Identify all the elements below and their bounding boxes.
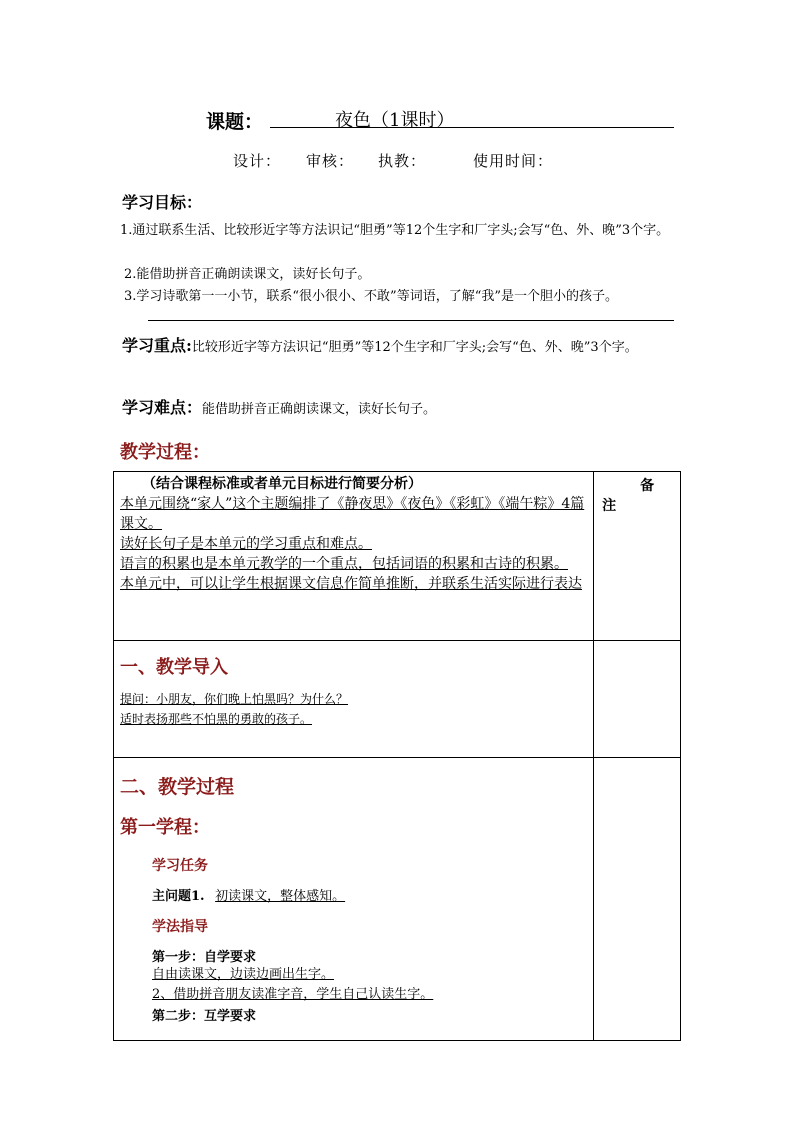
lesson-title: 夜色（1课时） — [335, 110, 455, 131]
intro-line: 适时表扬那些不怕黑的勇敢的孩子。 — [120, 712, 313, 726]
divider — [148, 320, 674, 321]
note-label-1: 备 — [640, 478, 655, 494]
process-heading: 二、教学过程 — [120, 776, 235, 798]
task-label: 学习任务 — [152, 858, 208, 874]
note-label-2: 注 — [602, 498, 617, 514]
main-question-label: 主问题1. — [152, 889, 205, 904]
key-point-text: 比较形近字等方法识记“胆勇”等12个生字和厂字头;会写“色、外、晚”3个字。 — [191, 340, 638, 355]
objective-item: 2.能借助拼音正确朗读课文，读好长句子。 — [124, 267, 371, 282]
analysis-line: 读好长句子是本单元的学习重点和难点。 — [120, 536, 372, 552]
key-point — [122, 332, 682, 362]
process-cell — [114, 758, 594, 1041]
key-point-label: 学习重点: — [122, 336, 192, 355]
difficulty-text: 能借助拼音正确朗读课文，读好长句子。 — [202, 402, 437, 417]
step1-line: 自由读课文，边读边画出生字。 — [152, 967, 335, 982]
intro-cell — [114, 641, 594, 758]
meta-review: 审核： — [306, 152, 355, 170]
title-label: 课题： — [206, 111, 264, 133]
process-subheading: 第一学程： — [120, 817, 210, 838]
intro-heading: 一、教学导入 — [120, 657, 228, 678]
difficulty — [122, 394, 682, 424]
analysis-heading: （结合课程标准或者单元目标进行简要分析） — [142, 476, 422, 492]
table-row — [114, 758, 681, 1041]
process-title: 教学过程： — [120, 442, 210, 463]
table-row — [114, 641, 681, 758]
objective-item: 3.学习诗歌第一一小节，联系“很小很小、不敢”等词语，了解“我”是一个胆小的孩子。 — [124, 289, 618, 304]
note-cell — [594, 758, 681, 1041]
table-row — [114, 472, 681, 641]
analysis-line: 语言的积累也是本单元教学的一个重点，包括词语的积累和古诗的积累。 — [120, 556, 568, 572]
main-question-text: 初读课文，整体感知。 — [215, 889, 346, 904]
title-underline — [270, 127, 674, 128]
objective-item: 1.通过联系生活、比较形近字等方法识记“胆勇”等12个生字和厂字头;会写“色、外、晚”3个字。 — [120, 223, 670, 238]
note-cell — [594, 641, 681, 758]
meta-teach: 执教： — [378, 152, 427, 170]
meta-time: 使用时间： — [473, 152, 554, 170]
difficulty-label: 学习难点： — [122, 398, 203, 417]
note-cell — [594, 472, 681, 641]
method-label: 学法指导 — [152, 919, 208, 935]
meta-design: 设计： — [233, 152, 282, 170]
step1-line: 2、借助拼音朋友读准字音，学生自己认读生字。 — [152, 987, 434, 1002]
step2-label: 第二步：互学要求 — [152, 1009, 257, 1024]
intro-line: 提问：小朋友，你们晚上怕黑吗？为什么？ — [120, 692, 349, 706]
objectives-heading: 学习目标： — [122, 193, 203, 212]
analysis-line: 本单元围绕“家人”这个主题编排了《静夜思》《夜色》《彩虹》《端午粽》4篇课文。 — [120, 496, 585, 532]
step1-label: 第一步：自学要求 — [152, 950, 257, 965]
analysis-cell — [114, 472, 594, 641]
analysis-line: 本单元中，可以让学生根据课文信息作简单推断，并联系生活实际进行表达 — [120, 576, 582, 592]
main-question — [120, 885, 587, 904]
lesson-table — [113, 471, 681, 1041]
